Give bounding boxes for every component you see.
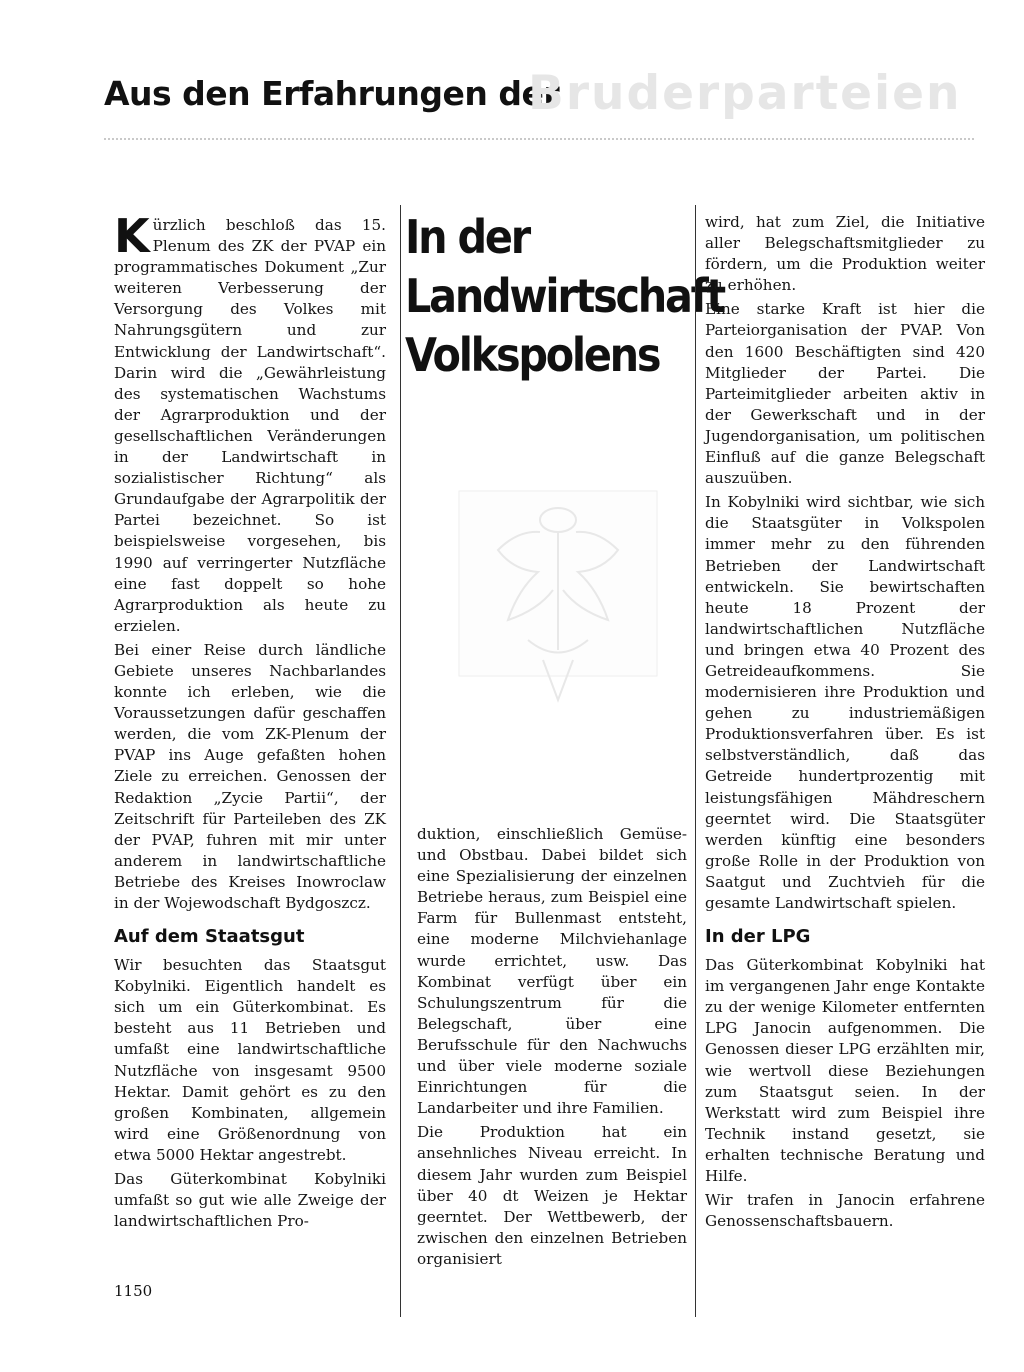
article-title-line: In der (405, 210, 529, 264)
paragraph: Das Güterkombinat Kobylniki umfaßt so gut wie alle Zweige der landwirtschaftlichen Pro- (114, 1170, 386, 1231)
paragraph: duktion, einschließlich Gemüse- und Obstbau. Dabei bildet sich eine Spezialisierung der einzelnen Betriebe heraus, zum Beispiel eine Farm für Bullenmast entsteht, eine moderne Milchviehanlage wurde errichtet, usw. Das Kombinat verfügt über ein Schulungszentrum für die Belegschaft, über eine Berufsschule für den Nachwuchs und über viele moderne soziale Einrichtungen für die Landarbeiter und ihre Familien. (417, 825, 687, 1118)
paragraph: Wir trafen in Janocin erfahrene Genossenschaftsbauern. (705, 1191, 985, 1231)
drop-cap: K (114, 209, 150, 263)
subheading-lpg: In der LPG (705, 926, 811, 948)
article-column-2 (417, 824, 687, 1273)
paragraph: Bei einer Reise durch ländliche Gebiete unseres Nachbarlandes konnte ich erleben, wie die Voraussetzungen dafür geschaffen werden, die vom ZK-Plenum der PVAP ins Auge gefaßten hohen Ziele zu erreichen. Genossen der Redaktion „Zycie Partii“, der Zeitschrift für Parteileben des ZK der PVAP, fuhren mit mir unter anderem in landwirtschaftliche Betriebe des Kreises Inowroclaw in der Wojewodschaft Bydgoszcz. (114, 640, 386, 912)
paragraph-text: ürzlich beschloß das 15. Plenum des ZK der PVAP ein programmatisches Dokument „Zur weiteren Verbesserung der Versorgung des Volkes mit Nahrungsgütern und zur Entwicklung der Landwirtschaft“. Darin wird die „Gewährleistung des systematischen Wachstums der Agrarproduktion und der gesellschaftlichen Veränderungen in der Landwirtschaft in sozialistischer Richtung“ als Grundaufgabe der Agrarpolitik der Partei bezeichnet. So ist beispielsweise vorgesehen, bis 1990 auf verringerter Nutzfläche eine fast doppelt so hohe Agrarproduktion als heute zu erzielen. (114, 216, 386, 635)
article-title-line: Volkspolens (405, 328, 660, 382)
subheading-staatsgut: Auf dem Staatsgut (114, 926, 305, 948)
paragraph: Das Güterkombinat Kobylniki hat im vergangenen Jahr enge Kontakte zu der wenige Kilometer entfernten LPG Janocin aufgenommen. Die Genossen dieser LPG erzählten mir, wie wertvoll diese Beziehungen zum Staatsgut seien. In der Werkstatt wird zum Beispiel ihre Technik instand gesetzt, sie erhalten technische Beratung und Hilfe. (705, 956, 985, 1186)
header-divider (104, 138, 974, 140)
paragraph: Wir besuchten das Staatsgut Kobylniki. Eigentlich handelt es sich um ein Güterkombinat. Es besteht aus 11 Betrieben und umfaßt eine landwirtschaftliche Nutzfläche von insgesamt 9500 Hektar. Damit gehört es zu den großen Kombinaten, allgemein wird eine Größenordnung von etwa 5000 Hektar angestrebt. (114, 956, 386, 1164)
paragraph: Die Produktion hat ein ansehnliches Niveau erreicht. In diesem Jahr wurden zum Beispiel über 40 dt Weizen je Hektar geerntet. Der Wettbewerb, der zwischen den einzelnen Betrieben organisiert (417, 1123, 687, 1268)
paragraph (114, 209, 386, 637)
paragraph: wird, hat zum Ziel, die Initiative aller Belegschaftsmitglieder zu fördern, um die Produktion weiter zu erhöhen. (705, 213, 985, 295)
section-header-faded-title: Bruderparteien (528, 66, 962, 121)
column-divider (695, 205, 696, 1317)
article-column-3 (705, 212, 985, 1235)
page-number: 1150 (114, 1282, 153, 1300)
column-divider (400, 205, 401, 1317)
paragraph: Eine starke Kraft ist hier die Parteiorganisation der PVAP. Von den 1600 Beschäftigten sind 420 Mitglieder der Partei. Die Parteimitglieder arbeiten aktiv in der Gewerkschaft und in der Jugendorganisation, um politischen Einfluß auf die ganze Belegschaft auszuüben. (705, 300, 985, 488)
paragraph: In Kobylniki wird sichtbar, wie sich die Staatsgüter in Volkspolen immer mehr zu den führenden Betrieben der Landwirtschaft entwickeln. Sie bewirtschaften heute 18 Prozent der landwirtschaftlichen Nutzfläche und bringen etwa 40 Prozent des Getreideaufkommens. Sie modernisieren ihre Produktion und gehen zu industriemäßigen Produktionsverfahren über. Es ist selbstverständlich, daß das Getreide hundertprozentig mit leistungsfähigen Mähdreschern geerntet wird. Die Staatsgüter werden künftig eine besonders große Rolle in der Produktion von Saatgut und Zuchtvieh für die gesamte Landwirtschaft spielen. (705, 493, 985, 912)
article-column-1 (114, 209, 386, 1235)
article-title-line: Landwirtschaft (405, 269, 724, 323)
section-header-title: Aus den Erfahrungen der (104, 74, 560, 113)
section-header (104, 66, 984, 134)
faded-emblem-image (458, 490, 658, 705)
article-title (405, 208, 724, 385)
